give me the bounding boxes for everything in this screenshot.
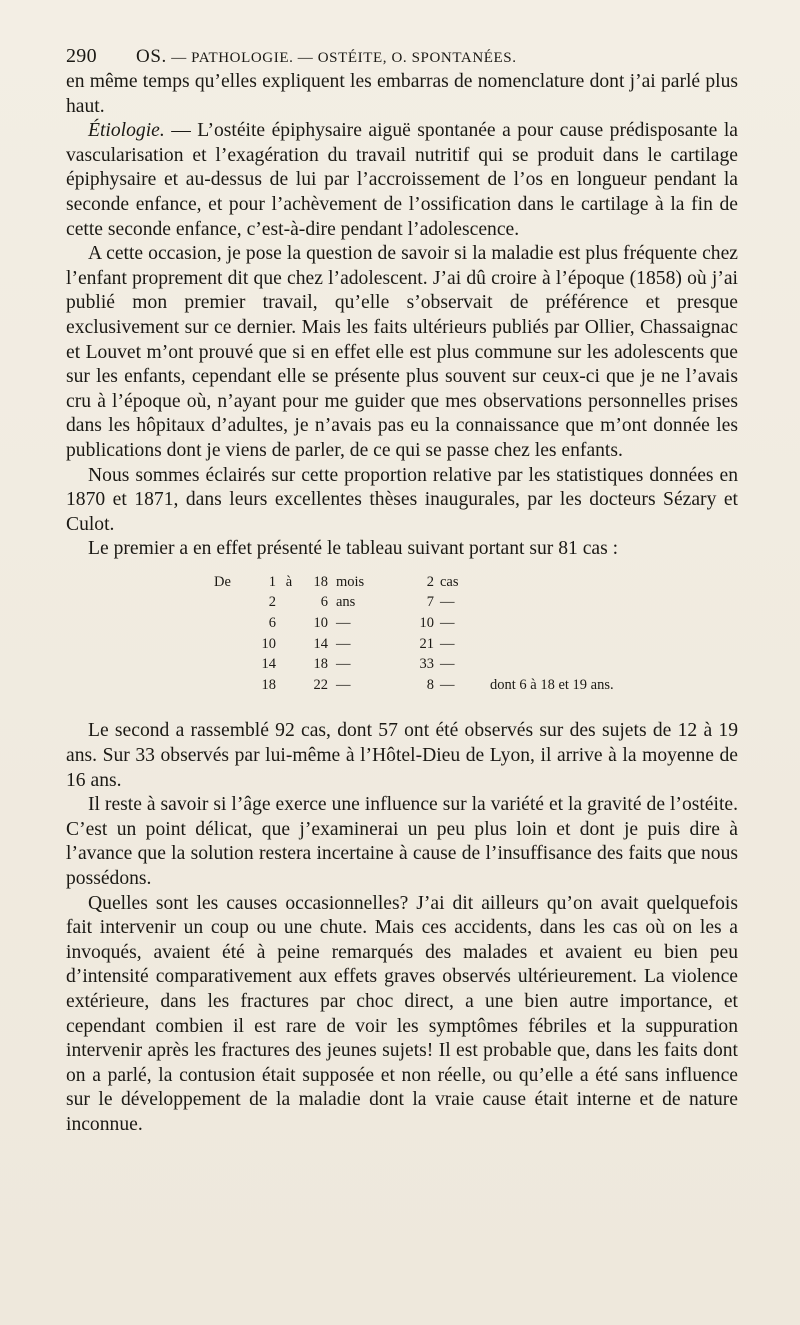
- table-cell-from: 6: [268, 615, 276, 632]
- table-cell-cas: —: [440, 594, 455, 611]
- table-cell-a: [276, 654, 302, 675]
- paragraph-tableau-intro: Le premier a en effet présenté le tableau suivant portant sur 81 cas :: [88, 538, 619, 560]
- table-cell-from: 1: [268, 573, 276, 590]
- table-row: [214, 675, 614, 696]
- table-row: [214, 654, 614, 675]
- table-cell-num: 7: [426, 594, 434, 611]
- table-cell-note: [480, 634, 614, 655]
- running-title-os: OS.: [136, 46, 167, 67]
- age-distribution-table: [66, 572, 738, 696]
- table-cell-a: [276, 675, 302, 696]
- section-heading-etiologie: Étiologie.: [88, 120, 165, 142]
- table-cell-num: 33: [419, 656, 434, 673]
- table-cell-de: De: [214, 573, 231, 590]
- table-row: [214, 634, 614, 655]
- paragraph-etiologie: [66, 119, 738, 242]
- table-cell-unit: —: [336, 635, 351, 652]
- table-cell-num: 8: [426, 676, 434, 693]
- table-cell-note: [480, 654, 614, 675]
- table-cell-cas: cas: [440, 573, 459, 590]
- table-cell-to: 6: [320, 594, 328, 611]
- table-cell-unit: ans: [336, 594, 356, 611]
- age-table: [214, 572, 614, 696]
- table-cell-from: 10: [261, 635, 276, 652]
- table-cell-unit: mois: [336, 573, 365, 590]
- table-cell-de: [214, 592, 252, 613]
- table-cell-cas: —: [440, 676, 455, 693]
- table-cell-to: 10: [313, 615, 328, 632]
- table-cell-from: 18: [261, 676, 276, 693]
- table-cell-cas: —: [440, 656, 455, 673]
- table-cell-unit: —: [336, 615, 351, 632]
- table-row: [214, 592, 614, 613]
- paragraph-second-statistique: Le second a rassemblé 92 cas, dont 57 ont été observés sur des sujets de 12 à 19 ans. Sur 33 observés par lui-même à l’Hôtel-Dieu de Lyon, il arrive à la moyenne de 16 ans.: [66, 720, 738, 791]
- paragraph-causes-occasionnelles: Quelles sont les causes occasionnelles? J’ai dit ailleurs qu’on avait quelquefois fait intervenir un coup ou une chute. Mais ces accidents, dans les cas où on les a invoqués, avaient été à peine remarqués des malades et avaient eu bien peu d’intensité comparativement aux effets graves observés ultérieurement. La violence extérieure, dans les fractures par choc direct, a une bien autre importance, et cependant combien il est rare de voir les symptômes fébriles et la suppuration intervenir après les fractures des jeunes sujets! Il est probable que, dans les faits dont on a parlé, la contusion était supposée et non réelle, ou qu’elle a été sans influence sur le développement de la maladie dont la vraie cause était interne et de nature inconnue.: [66, 892, 738, 1135]
- table-row: [214, 572, 614, 593]
- paragraph-etiologie-text: — L’ostéite épiphysaire aiguë spontanée a pour cause prédisposante la vascularisation et l’exagération du travail nutritif qui se produit dans le cartilage épiphysaire et au-dessus de lui par l’accroissement de l’os en longueur pendant la seconde enfance, et pour l’achèvement de l’ossification dans le cartilage à la fin de cette seconde enfance, c’est-à-dire pendant l’adolescence.: [66, 120, 738, 240]
- paragraph-continuation: en même temps qu’elles expliquent les embarras de nomenclature dont j’ai parlé plus haut.: [66, 71, 738, 117]
- table-cell-unit: —: [336, 656, 351, 673]
- table-cell-to: 14: [313, 635, 328, 652]
- table-cell-note: dont 6 à 18 et 19 ans.: [490, 676, 614, 693]
- table-cell-a: [276, 592, 302, 613]
- paragraph-occasion: A cette occasion, je pose la question de savoir si la maladie est plus fréquente chez l’enfant proprement dit que chez l’adolescent. J’ai dû croire à l’époque (1858) où j’ai publié mon premier travail, qu’elle s’observait de préférence et presque exclusivement sur ce dernier. Mais les faits ultérieurs publiés par Ollier, Chassaignac et Louvet m’ont prouvé que si en effet elle est plus commune sur les adolescents que sur les enfants, cependant elle se présente plus souvent sur ceux-ci que je ne l’avais cru à l’époque où, n’ayant pour me guider que mes observations personnelles prises dans les hôpitaux d’adultes, je n’avais pas eu la connaissance que m’ont donnée les publications dont je viens de parler, de ce qui se passe chez les enfants.: [66, 243, 738, 461]
- page-number: 290: [66, 45, 97, 67]
- table-cell-note: [480, 613, 614, 634]
- table-cell-from: 2: [268, 594, 276, 611]
- table-cell-a: à: [285, 573, 293, 590]
- table-cell-to: 18: [313, 573, 328, 590]
- table-cell-note: [480, 572, 614, 593]
- paragraph-influence-age: Il reste à savoir si l’âge exerce une influence sur la variété et la gravité de l’ostéite. C’est un point délicat, que j’examinerai un peu plus loin et dont je puis dire à l’avance que la solution restera incertaine à cause de l’insuffisance des faits que nous possédons.: [66, 794, 738, 889]
- running-title: [136, 45, 517, 70]
- table-cell-a: [276, 613, 302, 634]
- table-cell-unit: —: [336, 676, 351, 693]
- table-cell-num: 2: [426, 573, 434, 590]
- table-cell-from: 14: [261, 656, 276, 673]
- running-header: [66, 44, 738, 70]
- table-cell-cas: —: [440, 635, 455, 652]
- table-cell-to: 18: [313, 656, 328, 673]
- paragraph-statistiques: Nous sommes éclairés sur cette proportion relative par les statistiques données en 1870 et 1871, dans leurs excellentes thèses inaugurales, par les docteurs Sézary et Culot.: [66, 464, 738, 535]
- table-cell-cas: —: [440, 615, 455, 632]
- table-cell-de: [214, 634, 252, 655]
- table-row: [214, 613, 614, 634]
- table-cell-de: [214, 613, 252, 634]
- table-cell-a: [276, 634, 302, 655]
- running-title-rest: — PATHOLOGIE. — OSTÉITE, O. SPONTANÉES.: [171, 50, 517, 66]
- table-cell-num: 21: [419, 635, 434, 652]
- table-cell-num: 10: [419, 615, 434, 632]
- table-cell-de: [214, 654, 252, 675]
- table-cell-to: 22: [313, 676, 328, 693]
- table-cell-de: [214, 675, 252, 696]
- table-cell-note: [480, 592, 614, 613]
